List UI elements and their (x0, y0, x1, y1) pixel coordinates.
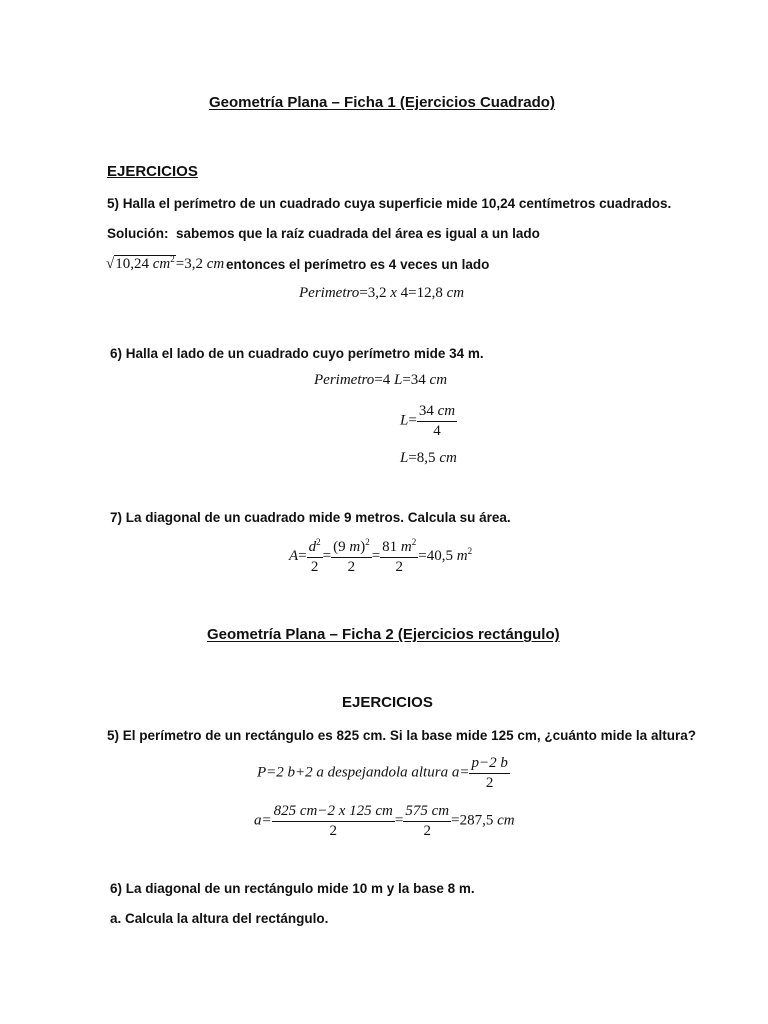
sheet1-ex5-sqrt-line (106, 254, 224, 273)
fraction: $\frac{81 m^2}{2}$ (382, 537, 417, 575)
sheet1-ex6-line2: L= $\frac{34 cm}{4}$ (400, 403, 456, 439)
sqrt-symbol: √ (106, 256, 115, 272)
sheet2-ex6-sub-a: a. Calcula la altura del rectángulo. (110, 911, 329, 926)
sheet1-ex6-question: 6) Halla el lado de un cuadrado cuyo perímetro mide 34 m. (110, 346, 484, 361)
fraction: $\frac{(9 m)^2}{2}$ (333, 537, 370, 575)
fraction: $\frac{34 cm}{4}$ (418, 403, 456, 439)
solution-label: Solución: (107, 226, 169, 241)
sheet2-ex5-eq1: P=2 b+2 a despejandola altura a= $\frac{p-2 b}{2}$ (257, 755, 508, 791)
sheet1-ex6-line3: L=8,5 cm (400, 450, 457, 466)
sheet2-ex6-question: 6) La diagonal de un rectángulo mide 10 m y la base 8 m. (110, 881, 475, 896)
sheet2-ex5-eq2: a= $\frac{825 cm-2 x 125 cm}{2}$ = $\frac{575 cm}{2}$ =287,5 cm (254, 803, 515, 839)
sheet1-ex5-question: 5) Halla el perímetro de un cuadrado cuya superficie mide 10,24 centímetros cuadrados. (107, 196, 672, 211)
sheet1-ex6-line1: Perimetro=4 L=34 cm (314, 372, 448, 388)
fraction: $\frac{825 cm-2 x 125 cm}{2}$ (273, 803, 393, 839)
sheet1-title: Geometría Plana – Ficha 1 (Ejercicios Cuadrado) (209, 94, 555, 111)
sheet1-ex7-question: 7) La diagonal de un cuadrado mide 9 metros. Calcula su área. (110, 510, 511, 525)
sheet2-ex5-question: 5) El perímetro de un rectángulo es 825 cm. Si la base mide 125 cm, ¿cuánto mide la altura? (107, 728, 696, 743)
fraction: $\frac{575 cm}{2}$ (405, 803, 450, 839)
sqrt-result-unit: cm (206, 256, 225, 272)
solution-text: sabemos que la raíz cuadrada del área es igual a un lado (176, 226, 540, 241)
sheet1-ex7-equation: A= $\frac{d^2}{2}$ = $\frac{(9 m)^2}{2}$ = $\frac{81 m^2}{2}$ =40,5 $m^2$ (289, 537, 473, 575)
sheet1-ex5-after-text: entonces el perímetro es 4 veces un lado (226, 257, 490, 272)
sheet2-title: Geometría Plana – Ficha 2 (Ejercicios rectángulo) (207, 626, 560, 643)
fraction: $\frac{d^2}{2}$ (308, 537, 321, 575)
fraction: $\frac{p-2 b}{2}$ (471, 755, 508, 791)
sqrt-radicand: 10,24 $cm^2$ (115, 254, 175, 272)
sheet1-heading: EJERCICIOS (107, 163, 198, 180)
sheet1-ex5-perimeter-eq: Perimetro=3,2 x 4=12,8 cm (299, 285, 465, 301)
sheet1-ex5-solution (107, 226, 540, 241)
sheet2-heading: EJERCICIOS (342, 694, 433, 711)
sqrt-result: =3,2 (175, 256, 203, 272)
